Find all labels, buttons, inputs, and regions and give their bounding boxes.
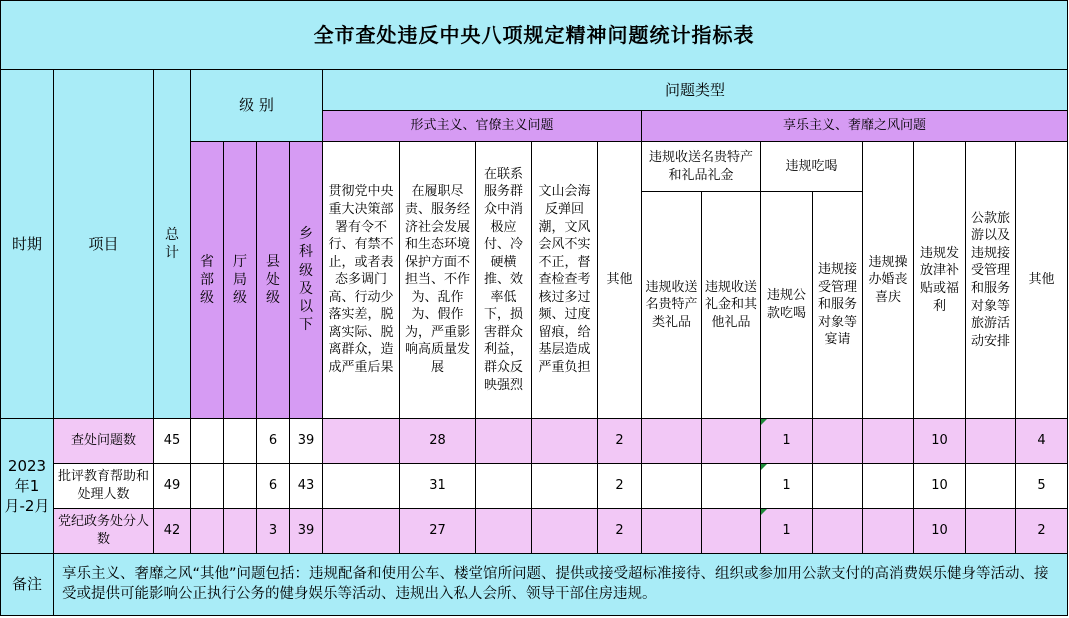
gift-group-header: 违规收送名贵特产和礼品礼金 — [642, 142, 761, 192]
formalism-col-other: 其他 — [598, 142, 642, 419]
cell-gift-2 — [702, 464, 761, 509]
cell-department — [224, 419, 257, 464]
cell-eat-2 — [813, 509, 863, 554]
cell-formalism-2: 31 — [400, 464, 476, 509]
cell-formalism-1 — [323, 509, 400, 554]
cell-formalism-4 — [532, 419, 598, 464]
cell-department — [224, 509, 257, 554]
cell-wedding — [863, 464, 914, 509]
cell-subsidy: 10 — [914, 509, 966, 554]
cell-formalism-4 — [532, 464, 598, 509]
gift-col-1: 违规收送名贵特产类礼品 — [642, 192, 702, 419]
cell-formalism-other: 2 — [598, 419, 642, 464]
level-department: 厅局级 — [224, 142, 257, 419]
cell-hedonism-other: 4 — [1016, 419, 1068, 464]
cell-formalism-1 — [323, 419, 400, 464]
cell-travel — [966, 419, 1016, 464]
cell-formalism-other: 2 — [598, 464, 642, 509]
note-text: 享乐主义、奢靡之风“其他”问题包括：违规配备和使用公车、楼堂馆所问题、提供或接受超标准接待、组织或参加用公款支付的高消费娱乐健身等活动、接受或提供可能影响公正执行公务的健身娱乐等活动、违规出入私人会所、领导干部住房违规。 — [54, 554, 1068, 616]
note-label: 备注 — [1, 554, 54, 616]
cell-province — [191, 419, 224, 464]
cell-township: 39 — [290, 509, 323, 554]
cell-total: 42 — [154, 509, 191, 554]
cell-formalism-2: 27 — [400, 509, 476, 554]
row-label: 查处问题数 — [54, 419, 154, 464]
cell-subsidy: 10 — [914, 419, 966, 464]
level-province: 省部级 — [191, 142, 224, 419]
cell-eat-1: 1 — [761, 464, 813, 509]
cell-total: 45 — [154, 419, 191, 464]
cell-eat-1: 1 — [761, 419, 813, 464]
cell-hedonism-other: 5 — [1016, 464, 1068, 509]
cell-province — [191, 464, 224, 509]
total-header: 总计 — [154, 70, 191, 419]
formalism-col-1: 贯彻党中央重大决策部署有令不行、有禁不止，或者表态多调门高、行动少落实差，脱离实际、脱离群众，造成严重后果 — [323, 142, 400, 419]
cell-travel — [966, 509, 1016, 554]
cell-formalism-2: 28 — [400, 419, 476, 464]
cell-formalism-other: 2 — [598, 509, 642, 554]
hedonism-header: 享乐主义、奢靡之风问题 — [642, 111, 1068, 142]
cell-county: 6 — [257, 464, 290, 509]
problem-types-header: 问题类型 — [323, 70, 1068, 111]
formalism-col-3: 在联系服务群众中消极应付、冷硬横推、效率低下，损害群众利益，群众反映强烈 — [476, 142, 532, 419]
cell-gift-2 — [702, 419, 761, 464]
formalism-col-4: 文山会海反弹回潮，文风会风不实不正，督查检查考核过多过频、过度留痕，给基层造成严重负担 — [532, 142, 598, 419]
cell-gift-1 — [642, 419, 702, 464]
period-value: 2023年1月-2月 — [1, 419, 54, 554]
period-header: 时期 — [1, 70, 54, 419]
cell-total: 49 — [154, 464, 191, 509]
cell-wedding — [863, 509, 914, 554]
cell-hedonism-other: 2 — [1016, 509, 1068, 554]
item-header: 项目 — [54, 70, 154, 419]
cell-county: 6 — [257, 419, 290, 464]
cell-formalism-3 — [476, 509, 532, 554]
level-county: 县处级 — [257, 142, 290, 419]
cell-department — [224, 464, 257, 509]
hedonism-col-subsidy: 违规发放津补贴或福利 — [914, 142, 966, 419]
level-header: 级 别 — [191, 70, 323, 142]
level-township: 乡科级及以下 — [290, 142, 323, 419]
cell-township: 43 — [290, 464, 323, 509]
cell-formalism-4 — [532, 509, 598, 554]
hedonism-col-wedding: 违规操办婚丧喜庆 — [863, 142, 914, 419]
cell-gift-1 — [642, 464, 702, 509]
formalism-col-2: 在履职尽责、服务经济社会发展和生态环境保护方面不担当、不作为、乱作为、假作为，严重影响高质量发展 — [400, 142, 476, 419]
cell-gift-2 — [702, 509, 761, 554]
eat-group-header: 违规吃喝 — [761, 142, 863, 192]
eat-col-2: 违规接受管理和服务对象等宴请 — [813, 192, 863, 419]
row-label: 党纪政务处分人数 — [54, 509, 154, 554]
cell-eat-2 — [813, 464, 863, 509]
row-label: 批评教育帮助和处理人数 — [54, 464, 154, 509]
cell-travel — [966, 464, 1016, 509]
cell-township: 39 — [290, 419, 323, 464]
formalism-header: 形式主义、官僚主义问题 — [323, 111, 642, 142]
hedonism-col-other: 其他 — [1016, 142, 1068, 419]
cell-formalism-1 — [323, 464, 400, 509]
cell-wedding — [863, 419, 914, 464]
gift-col-2: 违规收送礼金和其他礼品 — [702, 192, 761, 419]
cell-formalism-3 — [476, 419, 532, 464]
cell-formalism-3 — [476, 464, 532, 509]
cell-eat-1: 1 — [761, 509, 813, 554]
cell-gift-1 — [642, 509, 702, 554]
cell-county: 3 — [257, 509, 290, 554]
table-title: 全市查处违反中央八项规定精神问题统计指标表 — [1, 1, 1068, 70]
cell-subsidy: 10 — [914, 464, 966, 509]
cell-eat-2 — [813, 419, 863, 464]
hedonism-col-travel: 公款旅游以及违规接受管理和服务对象等旅游活动安排 — [966, 142, 1016, 419]
cell-province — [191, 509, 224, 554]
eat-col-1: 违规公款吃喝 — [761, 192, 813, 419]
